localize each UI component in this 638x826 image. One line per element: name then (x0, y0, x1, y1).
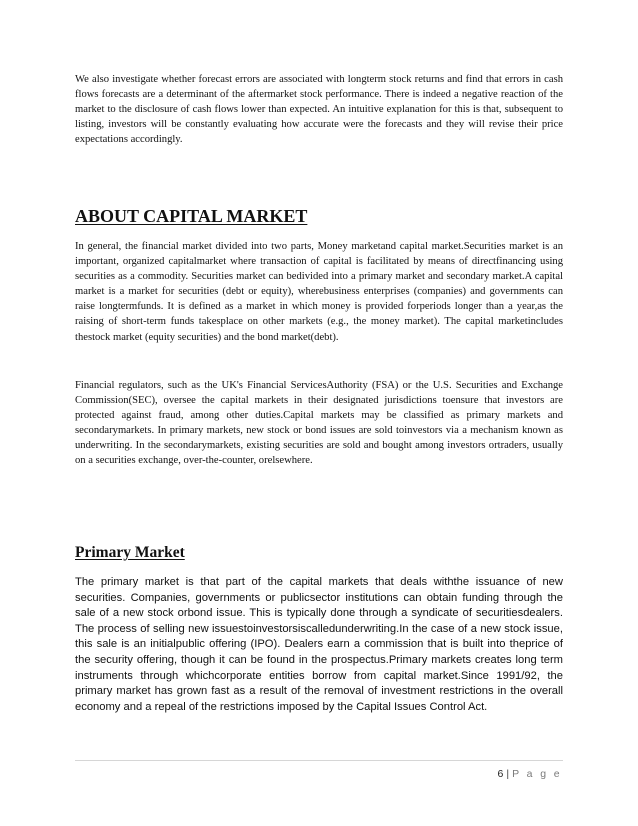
page-label: P a g e (512, 768, 562, 780)
footer-separator: | (506, 768, 510, 780)
heading-primary-market: Primary Market (75, 544, 185, 561)
intro-paragraph: We also investigate whether forecast errors are associated with longterm stock returns and find that errors in cash flows forecasts are a determinant of the aftermarket stock performance. There is indeed a negative reaction of the market to the disclosure of cash flows lower than expected. An intuitive explanation for this is that, subsequent to listing, investors will be constantly evaluating how accurate were the forecasts and they will revise their price expectations accordingly. (75, 74, 563, 146)
capital-market-paragraph-2: Financial regulators, such as the UK's Financial ServicesAuthority (FSA) or the U.S. Securities and Exchange Commission(SEC), oversee the capital markets in their designated jurisdictions toensure that investors are protected against fraud, among other duties.Capital markets may be classified as primary markets and secondarymarkets. In primary markets, new stock or bond issues are sold toinvestors via a mechanism known as underwriting. In the secondarymarkets, existing securities are sold and bought among investors ortraders, usually on a securities exchange, over-the-counter, orelsewhere. (75, 380, 563, 467)
page-footer (498, 768, 562, 781)
footer-divider (75, 760, 563, 761)
page-number: 6 (497, 768, 504, 780)
capital-market-paragraph-1: In general, the financial market divided into two parts, Money marketand capital market.Securities market is an important, organized capitalmarket where transaction of capital is facilitated by means of directfinancing using securities as a commodity. Securities market can bedivided into a primary market and secondary market.A capital market is a market for securities (debt or equity), wherebusiness enterprises (companies) and governments can raise longtermfunds. It is defined as a market in which money is provided forperiods longer than a year,as the raising of short-term funds takesplace on other markets (e.g., the money market). The capital marketincludes thestock market (equity securities) and the bond market(debt). (75, 241, 563, 343)
primary-market-paragraph: The primary market is that part of the capital markets that deals withthe issuance of new securities. Companies, governments or publicsector institutions can obtain funding through the sale of a new stock orbond issue. This is typically done through a syndicate of securitiesdealers. The process of selling new issuestoinvestorsiscalledunderwriting.In the case of a new stock issue, this sale is an initialpublic offering (IPO). Dealers earn a commission that is built into theprice of the security offering, though it can be found in the prospectus.Primary markets creates long term instruments through whichcorporate entities borrow from capital market.Since 1991/92, the primary market has grown fast as a result of the removal of investment restrictions in the overall economy and a repeal of the restrictions imposed by the Capital Issues Control Act. (75, 576, 563, 713)
heading-about-capital-market: ABOUT CAPITAL MARKET (75, 206, 308, 226)
